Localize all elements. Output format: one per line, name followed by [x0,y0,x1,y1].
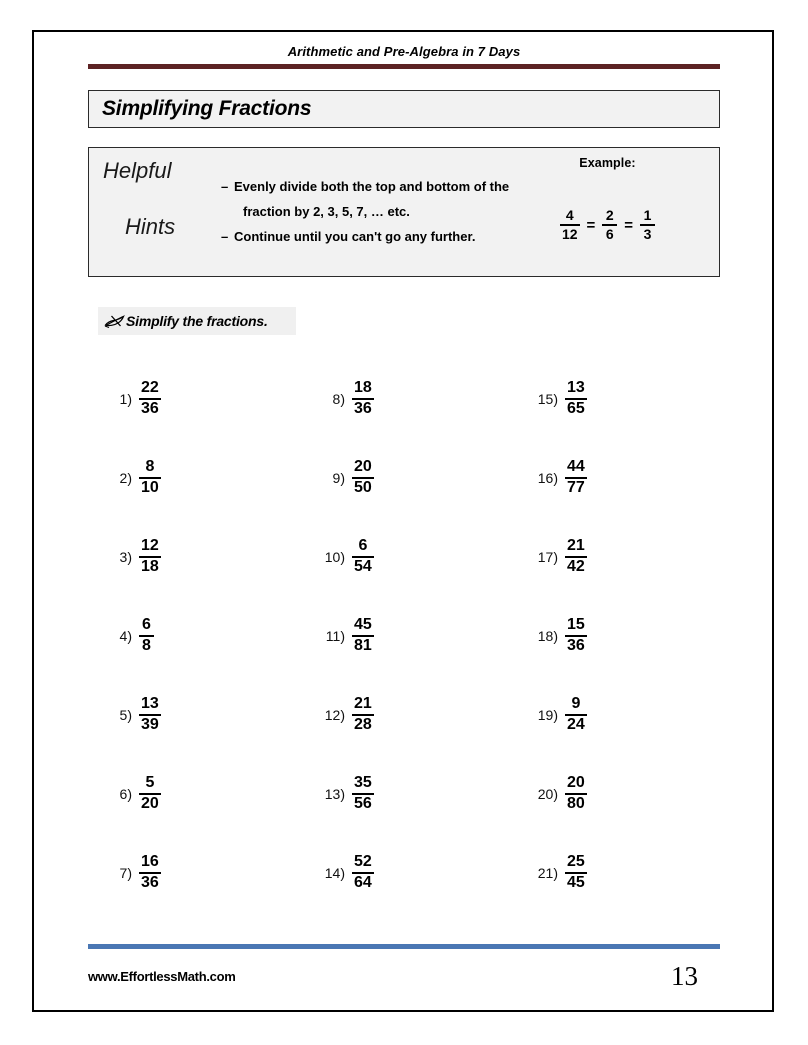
fraction-denominator: 64 [354,874,372,891]
equals-sign: = [586,217,596,235]
fraction-denominator: 18 [141,558,159,575]
problem-number: 4) [119,627,132,644]
problem-column-1 [88,359,310,912]
fraction-denominator: 24 [567,716,585,733]
fraction-denominator: 81 [354,637,372,654]
problem-fraction [565,696,587,734]
example-block [520,156,695,241]
hint-text [234,224,551,249]
problem-number: 2) [119,469,132,486]
fraction-numerator: 6 [358,536,368,554]
problem-fraction [139,854,161,892]
fraction-denominator: 77 [567,479,585,496]
page-footer [88,957,720,991]
problem-item [315,833,528,912]
problem-fraction [139,459,161,497]
example-equation [520,208,695,241]
hint-line-1: Evenly divide both the top and bottom of the [234,179,510,194]
problem-number: 18) [537,627,558,644]
problem-item [102,833,310,912]
problem-item [528,596,720,675]
fraction-denominator: 20 [141,795,159,812]
problem-item [102,675,310,754]
fraction-numerator: 18 [354,378,372,396]
problem-grid [88,359,720,912]
fraction-numerator: 5 [145,773,155,791]
equals-sign: = [624,217,634,235]
fraction-numerator: 16 [141,852,159,870]
quill-icon [104,312,125,330]
problem-number: 19) [537,706,558,723]
problem-fraction [139,538,161,576]
fraction-numerator: 20 [354,457,372,475]
fraction-numerator: 6 [142,615,151,633]
fraction-denominator: 65 [567,400,585,417]
fraction-numerator: 8 [145,457,155,475]
fraction-denominator: 36 [567,637,585,654]
hint-dash: – [221,229,229,244]
problem-fraction [565,617,587,655]
fraction-numerator: 12 [141,536,159,554]
fraction-numerator: 9 [571,694,581,712]
problem-fraction [352,775,374,813]
problem-item [315,438,528,517]
fraction-denominator: 54 [354,558,372,575]
page-number: 13 [671,961,698,991]
problem-number: 21) [537,864,558,881]
problem-item [528,833,720,912]
problem-item [528,517,720,596]
fraction-numerator: 20 [567,773,585,791]
problem-item [528,438,720,517]
fraction-denominator: 56 [354,795,372,812]
hint-text [234,174,551,224]
fraction-numerator: 15 [567,615,585,633]
problem-item [315,517,528,596]
problem-fraction [565,459,587,497]
fraction-numerator: 35 [354,773,372,791]
problem-column-3 [528,359,720,912]
problem-item [315,359,528,438]
problem-fraction [565,775,587,813]
problem-fraction [565,538,587,576]
problem-item [528,754,720,833]
hint-line-2: fraction by 2, 3, 5, 7, … etc. [243,204,410,219]
problem-item [315,675,528,754]
fraction-numerator: 2 [605,207,614,223]
problem-fraction [352,538,374,576]
fraction-denominator: 3 [643,225,652,242]
running-head: Arithmetic and Pre-Algebra in 7 Days [287,44,521,59]
problem-item [102,754,310,833]
hints-list [221,174,551,249]
fraction-numerator: 52 [354,852,372,870]
hints-label-line1: Helpful [103,158,172,183]
problem-item [315,754,528,833]
problem-item [315,596,528,675]
problem-fraction [139,617,154,655]
hint-item [221,224,551,249]
fraction-denominator: 36 [141,874,159,891]
problem-number: 7) [119,864,132,881]
header-rule [88,64,720,69]
problem-fraction [352,854,374,892]
problem-fraction [565,380,587,418]
example-fraction [602,208,617,241]
hints-label-line2: Hints [125,214,176,239]
fraction-numerator: 22 [141,378,159,396]
problem-number: 20) [537,785,558,802]
problem-number: 17) [537,548,558,565]
problem-number: 8) [332,390,345,407]
fraction-denominator: 50 [354,479,372,496]
problem-fraction [139,775,161,813]
problem-number: 5) [119,706,132,723]
fraction-denominator: 28 [354,716,372,733]
directions-banner [98,307,296,335]
problem-number: 10) [324,548,345,565]
example-label: Example: [579,156,636,170]
problem-fraction [352,459,374,497]
problem-number: 13) [324,785,345,802]
problem-number: 11) [325,627,345,644]
fraction-numerator: 1 [643,207,652,223]
fraction-denominator: 39 [141,716,159,733]
fraction-denominator: 42 [567,558,585,575]
problem-number: 1) [119,390,132,407]
fraction-numerator: 13 [141,694,159,712]
fraction-numerator: 21 [354,694,372,712]
fraction-denominator: 6 [605,225,614,242]
example-fraction [560,208,580,241]
fraction-denominator: 10 [141,479,159,496]
problem-fraction [352,617,374,655]
problem-number: 14) [324,864,345,881]
helpful-hints-panel [88,147,720,277]
problem-fraction [139,696,161,734]
fraction-denominator: 36 [141,400,159,417]
problem-number: 6) [119,785,132,802]
example-fraction [640,208,655,241]
fraction-numerator: 13 [567,378,585,396]
problem-item [102,596,310,675]
page-title: Simplifying Fractions [102,97,312,120]
hint-line-1: Continue until you can't go any further. [234,229,476,244]
hint-item [221,174,551,224]
problem-item [102,517,310,596]
hint-dash: – [221,179,229,194]
footer-rule [88,944,720,949]
fraction-denominator: 8 [142,637,151,654]
problem-fraction [565,854,587,892]
worksheet-body [88,44,720,912]
fraction-denominator: 80 [567,795,585,812]
problem-fraction [139,380,161,418]
problem-number: 15) [537,390,558,407]
problem-item [102,438,310,517]
problem-fraction [352,696,374,734]
problem-number: 3) [119,548,132,565]
fraction-numerator: 45 [354,615,372,633]
section-title-bar [88,90,720,128]
directions-text: Simplify the fractions. [126,313,268,329]
website-url: www.EffortlessMath.com [88,969,236,984]
problem-column-2 [310,359,528,912]
fraction-numerator: 4 [565,207,574,223]
problem-item [528,675,720,754]
problem-fraction [352,380,374,418]
problem-number: 9) [332,469,345,486]
problem-number: 12) [324,706,345,723]
problem-number: 16) [537,469,558,486]
fraction-numerator: 25 [567,852,585,870]
helpful-hints-label [103,153,223,245]
fraction-denominator: 45 [567,874,585,891]
fraction-denominator: 36 [354,400,372,417]
fraction-numerator: 21 [567,536,585,554]
problem-item [102,359,310,438]
problem-item [528,359,720,438]
fraction-denominator: 12 [561,225,578,242]
fraction-numerator: 44 [567,457,585,475]
